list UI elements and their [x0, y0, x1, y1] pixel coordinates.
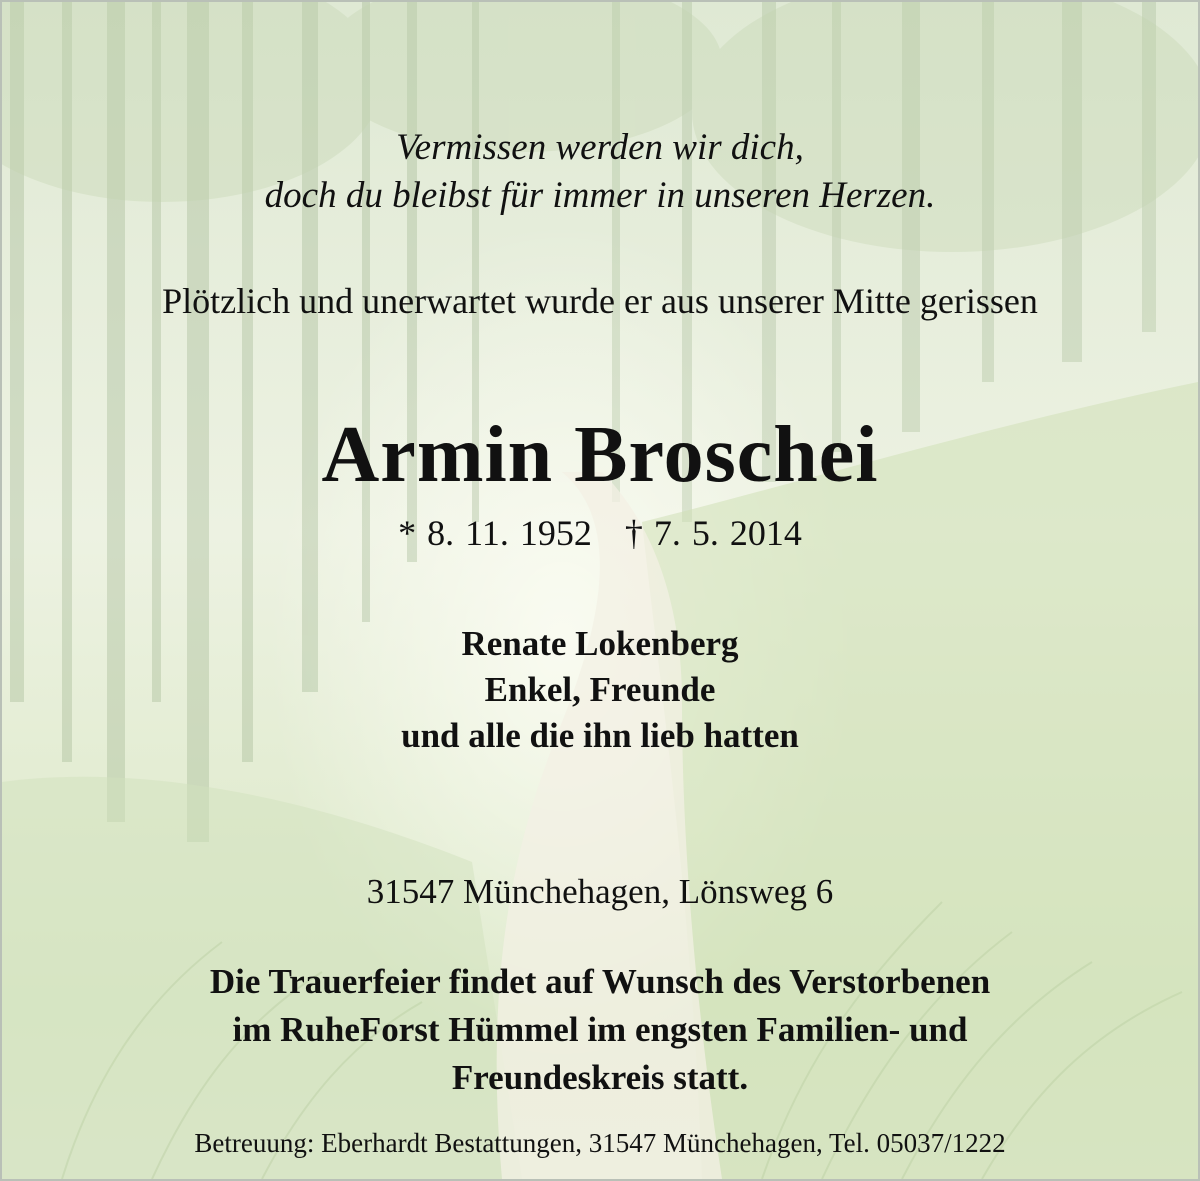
life-dates: * 8. 11. 1952 † 7. 5. 2014 — [398, 513, 802, 553]
mourner-line-1: Renate Lokenberg — [461, 624, 739, 663]
mourner-line-3: und alle die ihn lieb hatten — [401, 716, 799, 755]
ceremony-line-2: im RuheForst Hümmel im engsten Familien- und — [232, 1010, 968, 1049]
address: 31547 Münchehagen, Lönsweg 6 — [366, 872, 834, 911]
quote-line-1: Vermissen werden wir dich, — [396, 127, 804, 168]
quote-line-2: doch du bleibst für immer in unseren Herzen. — [264, 175, 936, 216]
intro-text: Plötzlich und unerwartet wurde er aus unserer Mitte gerissen — [162, 281, 1038, 321]
ceremony-line-1: Die Trauerfeier findet auf Wunsch des Verstorbenen — [209, 962, 991, 1001]
funeral-home-footer: Betreuung: Eberhardt Bestattungen, 31547 Münchehagen, Tel. 05037/1222 — [194, 1128, 1006, 1158]
deceased-name: Armin Broschei — [321, 411, 879, 499]
mourner-line-2: Enkel, Freunde — [484, 670, 716, 709]
ceremony-line-3: Freundeskreis statt. — [451, 1058, 749, 1097]
